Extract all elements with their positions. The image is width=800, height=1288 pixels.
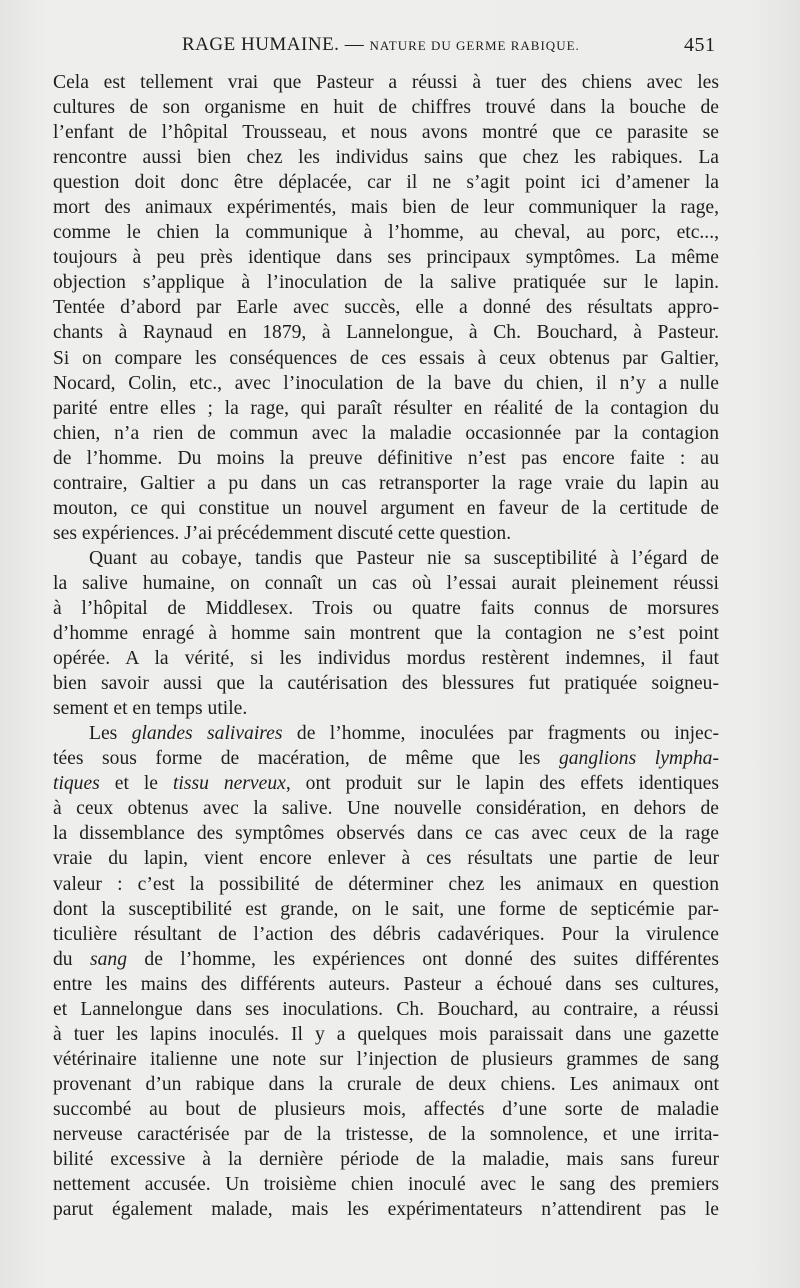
text-line: de l’homme. Du moins la preuve définitive n’est pas encore faite : au	[53, 447, 719, 469]
text-line: succombé au bout de plusieurs mois, affectés d’une sorte de maladie	[53, 1098, 719, 1120]
text-line: mort des animaux expérimentés, mais bien de leur communiquer la rage,	[53, 197, 719, 219]
text-line: vétérinaire italienne une note sur l’injection de plusieurs grammes de sang	[53, 1048, 719, 1070]
text-line: Les glandes salivaires de l’homme, inoculées par fragments ou injec-	[89, 723, 719, 745]
text-line: nerveuse caractérisée par de la tristesse, de la somnolence, et une irrita-	[53, 1123, 719, 1145]
text-line: la salive humaine, on connaît un cas où l’essai aurait pleinement réussi	[53, 572, 719, 594]
text-line: Nocard, Colin, etc., avec l’inoculation de la bave du chien, il n’y a nulle	[53, 372, 719, 394]
body-text	[53, 70, 719, 1222]
paragraph	[53, 721, 719, 1222]
text-line: chants à Raynaud en 1879, à Lannelongue, à Ch. Bouchard, à Pasteur.	[53, 322, 719, 344]
text-line: du sang de l’homme, les expériences ont donné des suites différentes	[53, 948, 719, 970]
paragraph	[53, 70, 719, 546]
running-title	[182, 34, 580, 56]
text-line: bilité excessive à la dernière période de la maladie, mais sans fureur	[53, 1149, 719, 1171]
text-line: l’enfant de l’hôpital Trousseau, et nous avons montré que ce parasite se	[53, 122, 719, 144]
text-line: comme le chien la communique à l’homme, au cheval, au porc, etc...,	[53, 222, 719, 244]
text-line: entre les mains des différents auteurs. Pasteur a échoué dans ses cultures,	[53, 973, 719, 995]
text-line: Quant au cobaye, tandis que Pasteur nie sa susceptibilité à l’égard de	[89, 547, 719, 569]
text-line: mouton, ce qui constitue un nouvel argument en faveur de la certitude de	[53, 497, 719, 519]
text-line: Cela est tellement vrai que Pasteur a réussi à tuer des chiens avec les	[53, 72, 719, 93]
text-line: bien savoir aussi que la cautérisation des blessures fut pratiquée soigneu-	[53, 673, 719, 695]
text-line: parut également malade, mais les expérimentateurs n’attendirent pas le	[53, 1199, 719, 1221]
text-line: toujours à peu près identique dans ses principaux symptômes. La même	[53, 247, 719, 269]
text-line: valeur : c’est la possibilité de déterminer chez les animaux en question	[53, 873, 719, 895]
text-line: objection s’applique à l’inoculation de la salive pratiquée sur le lapin.	[53, 272, 719, 294]
text-line: cultures de son organisme en huit de chiffres trouvé dans la bouche de	[53, 97, 719, 119]
text-line: vraie du lapin, vient encore enlever à ces résultats une partie de leur	[53, 848, 719, 870]
text-line: contraire, Galtier a pu dans un cas retransporter la rage vraie du lapin au	[53, 472, 719, 494]
text-line: à l’hôpital de Middlesex. Trois ou quatre faits connus de morsures	[53, 597, 719, 619]
text-line: opérée. A la vérité, si les individus mordus restèrent indemnes, il faut	[53, 648, 719, 670]
text-line: nettement accusée. Un troisième chien inoculé avec le sang des premiers	[53, 1174, 719, 1196]
text-line: tiques et le tissu nerveux, ont produit sur le lapin des effets identiques	[53, 773, 719, 795]
text-line: parité entre elles ; la rage, qui paraît résulter en réalité de la contagion du	[53, 397, 719, 419]
text-line: tées sous forme de macération, de même que les ganglions lympha-	[53, 748, 719, 770]
text-line: Tentée d’abord par Earle avec succès, elle a donné des résultats appro-	[53, 297, 719, 319]
text-line: à ceux obtenus avec la salive. Une nouvelle considération, en dehors de	[53, 798, 719, 820]
text-line: ticulière résultant de l’action des débris cadavériques. Pour la virulence	[53, 923, 719, 945]
text-line: à tuer les lapins inoculés. Il y a quelques mois paraissait dans une gazette	[53, 1023, 719, 1045]
text-line: d’homme enragé à homme sain montrent que la contagion ne s’est point	[53, 623, 719, 645]
running-header	[0, 34, 800, 60]
text-line: provenant d’un rabique dans la crurale de deux chiens. Les animaux ont	[53, 1073, 719, 1095]
text-line: sement et en temps utile.	[53, 698, 248, 720]
text-line: la dissemblance des symptômes observés dans ce cas avec ceux de la rage	[53, 823, 719, 845]
text-line: rencontre aussi bien chez les individus sains que chez les rabiques. La	[53, 147, 719, 169]
text-line: ses expériences. J’ai précédemment discuté cette question.	[53, 522, 512, 544]
text-line: Si on compare les conséquences de ces essais à ceux obtenus par Galtier,	[53, 347, 719, 369]
running-title-sub: NATURE DU GERME RABIQUE.	[369, 38, 580, 53]
text-line: chien, n’a rien de commun avec la maladie occasionnée par la contagion	[53, 422, 719, 444]
paragraph	[53, 546, 719, 721]
text-line: question doit donc être déplacée, car il ne s’agit point ici d’amener la	[53, 172, 719, 194]
running-title-main: RAGE HUMAINE.	[182, 34, 340, 55]
text-line: dont la susceptibilité est grande, on le sait, une forme de septicémie par-	[53, 898, 719, 920]
text-line: et Lannelongue dans ses inoculations. Ch. Bouchard, au contraire, a réussi	[53, 998, 719, 1020]
page-number: 451	[684, 34, 716, 56]
running-title-separator: —	[339, 34, 370, 55]
